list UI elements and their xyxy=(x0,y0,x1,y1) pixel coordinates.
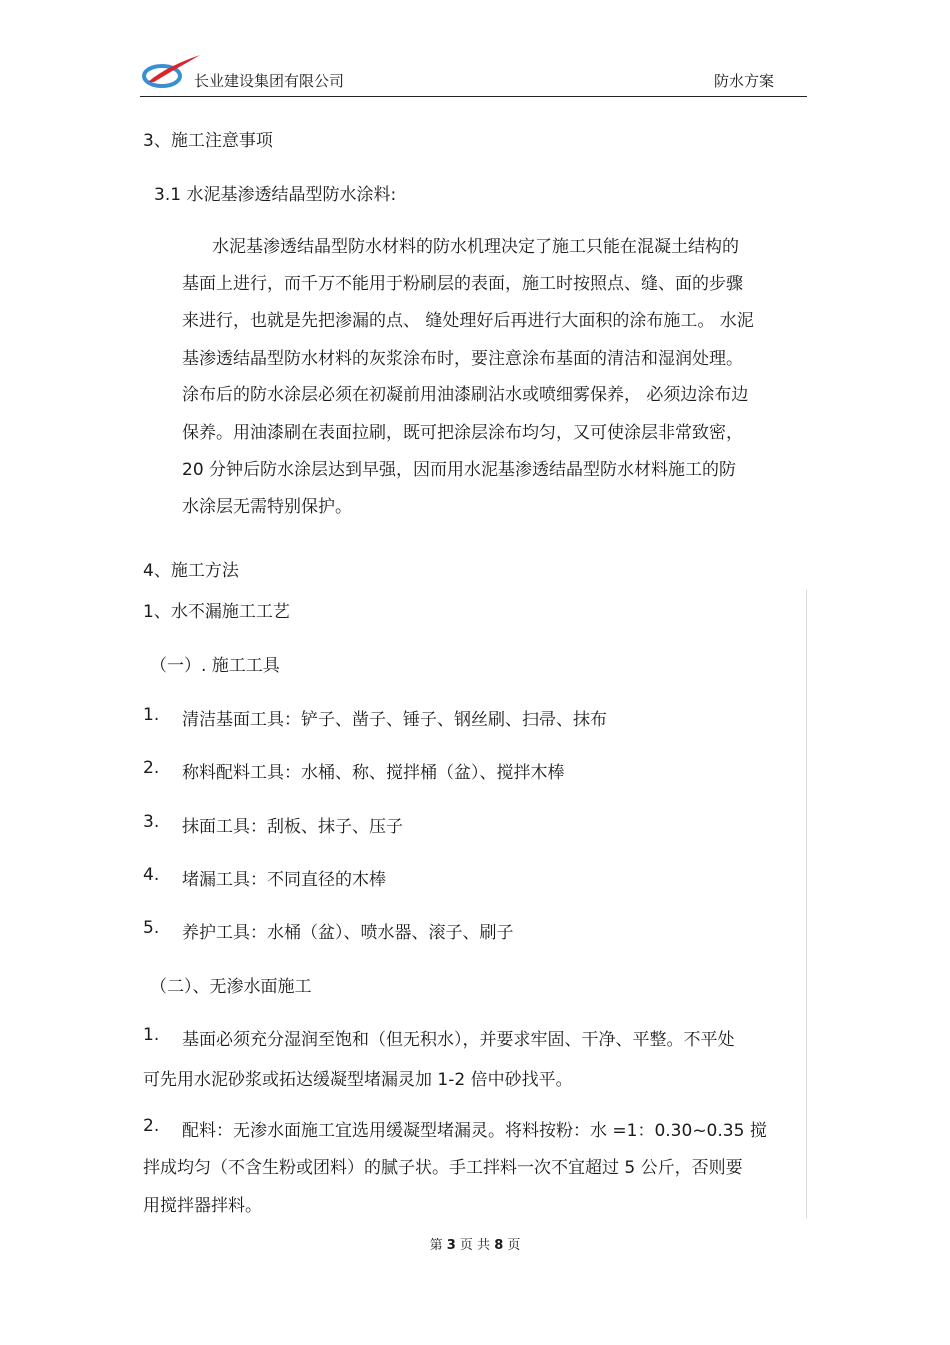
paragraph-line: 涂布后的防水涂层必须在初凝前用油漆刷沾水或喷细雾保养， 必须边涂布边 xyxy=(182,385,749,405)
step-line: 配料：无渗水面施工宜选用缓凝型堵漏灵。将料按粉：水 =1：0.30~0.35 搅 xyxy=(182,1121,767,1141)
step-line: 拌成均匀（不含生粉或团料）的腻子状。手工拌料一次不宜超过 5 公斤，否则要 xyxy=(143,1158,743,1178)
step-line: 用搅拌器拌料。 xyxy=(143,1196,262,1216)
margin-rule xyxy=(806,590,807,1218)
list-item-number: 1. xyxy=(143,705,160,725)
company-name: 长业建设集团有限公司 xyxy=(194,72,345,90)
list-item-number: 2. xyxy=(143,758,160,778)
paragraph-line: 基面上进行，而千万不能用于粉刷层的表面，施工时按照点、缝、面的步骤 xyxy=(182,274,743,294)
footer-mid: 页 共 xyxy=(459,1238,491,1253)
list-item-number: 5. xyxy=(143,918,160,938)
list-item-number: 4. xyxy=(143,865,160,885)
step-line: 基面必须充分湿润至饱和（但无积水），并要求牢固、干净、平整。不平处 xyxy=(182,1030,735,1050)
list-item: 堵漏工具：不同直径的木棒 xyxy=(182,870,386,890)
list-item: 抹面工具：刮板、抹子、压子 xyxy=(182,817,403,837)
step-number: 2. xyxy=(143,1116,160,1136)
paragraph-line: 来进行，也就是先把渗漏的点、 缝处理好后再进行大面积的涂布施工。 水泥 xyxy=(182,311,754,331)
list-item: 养护工具：水桶（盆）、喷水器、滚子、刷子 xyxy=(182,923,514,943)
tools-heading: （一）. 施工工具 xyxy=(150,656,280,676)
step-line: 可先用水泥砂浆或拓达缓凝型堵漏灵加 1-2 倍中砂找平。 xyxy=(143,1070,573,1090)
footer-prefix: 第 xyxy=(429,1238,443,1253)
list-item: 称料配料工具：水桶、称、搅拌桶（盆）、搅拌木棒 xyxy=(182,763,565,783)
paragraph-line: 水泥基渗透结晶型防水材料的防水机理决定了施工只能在混凝土结构的 xyxy=(212,237,739,257)
no-seep-heading: （二）、无渗水面施工 xyxy=(150,977,312,997)
section4-heading: 4、施工方法 xyxy=(143,561,239,581)
section4-sub-heading: 1、水不漏施工工艺 xyxy=(143,602,290,622)
step-number: 1. xyxy=(143,1025,160,1045)
document-title: 防水方案 xyxy=(714,72,775,90)
paragraph-line: 水涂层无需特别保护。 xyxy=(182,497,352,517)
header-divider xyxy=(140,96,807,97)
list-item-number: 3. xyxy=(143,812,160,832)
list-item: 清洁基面工具：铲子、凿子、锤子、钢丝刷、扫帚、抹布 xyxy=(182,710,607,730)
paragraph-line: 基渗透结晶型防水材料的灰浆涂布时，要注意涂布基面的清洁和湿润处理。 xyxy=(182,349,743,369)
page-number: 3 xyxy=(446,1238,456,1253)
company-logo xyxy=(140,52,202,90)
paragraph-line: 20 分钟后防水涂层达到早强，因而用水泥基渗透结晶型防水材料施工的防 xyxy=(182,460,737,480)
section3-heading: 3、施工注意事项 xyxy=(143,131,273,151)
paragraph-line: 保养。用油漆刷在表面拉刷，既可把涂层涂布均匀，又可使涂层非常致密， xyxy=(182,423,743,443)
footer-suffix: 页 xyxy=(507,1238,521,1253)
section3-sub-heading: 3.1 水泥基渗透结晶型防水涂料: xyxy=(154,185,397,205)
page-footer xyxy=(0,1234,950,1253)
page-total: 8 xyxy=(494,1238,504,1253)
